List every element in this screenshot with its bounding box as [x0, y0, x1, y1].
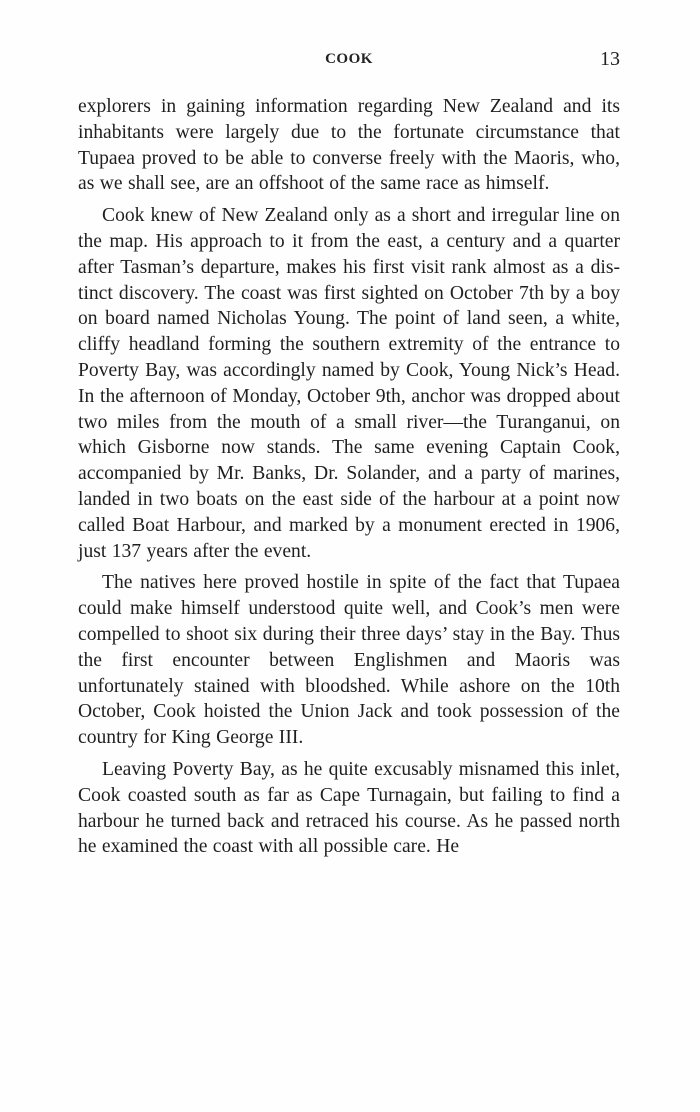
paragraph-leaving-poverty-bay: Leaving Poverty Bay, as he quite excusably misnamed this inlet, Cook coasted south as far as Cape Turnagain, but failing to find a harbour he turned back and retraced his course. As he passed north he examined the coast with all possible care. He — [78, 758, 620, 858]
paragraph-natives-hostile: The natives here proved hostile in spite of the fact that Tupaea could make himself understood quite well, and Cook’s men were compelled to shoot six during their three days’ stay in the Bay. Thus the first encounter between Englishmen and Maoris was unfortunately stained with bloodshed. While ashore on the 10th October, Cook hoisted the Union Jack and took possession of the country for King George III. — [78, 572, 620, 749]
paragraph-continuation: explorers in gaining information regarding New Zealand and its inhabitants were largely due to the fortunate circumstance that Tupaea proved to be able to converse freely with the Maoris, who, as we shall see, are an offshoot of the same race as himself. — [78, 96, 620, 195]
body-text — [78, 94, 620, 866]
page-number: 13 — [600, 48, 620, 70]
running-head — [78, 48, 620, 72]
paragraph-cook-approach: Cook knew of New Zealand only as a short and irregular line on the map. His approach to it from the east, a century and a quarter after Tasman’s departure, makes his first visit rank almost as a distinct discovery. The coast was first sighted on October 7th by a boy on board named Nicholas Young. The point of land seen, a white, cliffy headland forming the southern extremity of the entrance to Poverty Bay, was accordingly named by Cook, Young Nick’s Head. In the afternoon of Monday, October 9th, anchor was dropped about two miles from the mouth of a small river—the Turanganui, on which Gisborne now stands. The same evening Captain Cook, accompanied by Mr. Banks, Dr. Solander, and a party of marines, landed in two boats on the east side of the harbour at a point now called Boat Harbour, and marked by a monument erected in 1906, just 137 years after the event. — [78, 205, 620, 562]
running-title: COOK — [325, 51, 373, 67]
